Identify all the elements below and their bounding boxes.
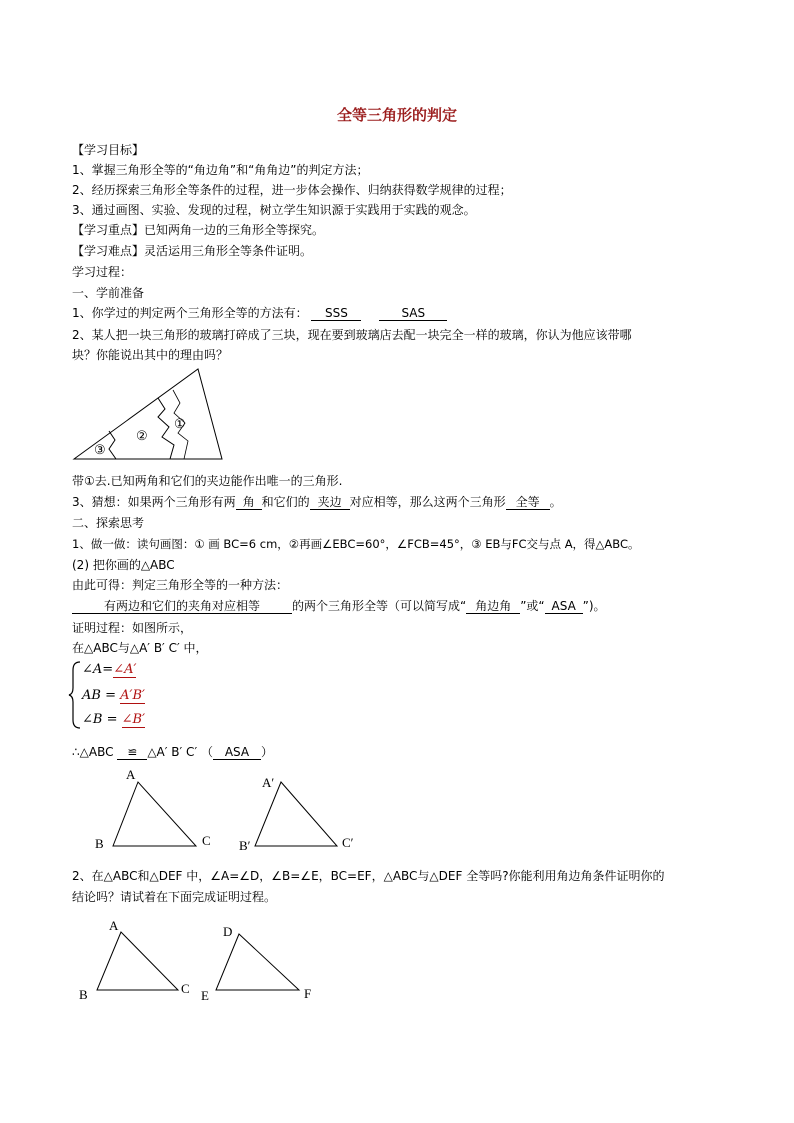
system-brace <box>68 660 82 730</box>
triangles-def-figure <box>75 912 325 1007</box>
proof-eq-3 <box>82 712 145 727</box>
key-point-text: 已知两角一边的三角形全等探究。 <box>144 223 325 237</box>
eq3-rhs: ∠B′ <box>121 712 146 727</box>
q3-blank-1: 角 <box>236 495 262 510</box>
piece-3-label: ③ <box>94 442 106 457</box>
part2-q2-line1: 2、在△ABC和△DEF 中，∠A=∠D，∠B=∠E，BC=EF，△ABC与△DEF 全等吗?你能利用角边角条件证明你的 <box>72 869 665 883</box>
proof-conclusion <box>72 744 273 760</box>
proof-in-triangles: 在△ABC与△A′ B′ C′ 中， <box>72 641 208 655</box>
q3-text-c: 对应相等，那么这两个三角形 <box>349 495 506 509</box>
label-A-prime: A′ <box>262 775 275 790</box>
eq2-lhs: AB = <box>82 688 116 703</box>
piece-1-label: ① <box>174 416 186 431</box>
method-blank: 有两边和它们的夹角对应相等 <box>72 599 292 614</box>
conclusion-text-c: ） <box>260 745 273 759</box>
triangles-abc-figure <box>90 765 370 860</box>
label-B: B <box>95 836 104 851</box>
goal-item-3: 3、通过画图、实验、发现的过程，树立学生知识源于实践用于实践的观念。 <box>72 203 476 217</box>
q3-blank-2: 夹边 <box>310 495 350 510</box>
broken-glass-figure <box>70 365 230 465</box>
q3-text-b: 和它们的 <box>261 495 310 509</box>
label-B: B <box>79 987 88 1002</box>
method-text-a: 的两个三角形全等（可以简写成“ <box>292 599 467 613</box>
part2-method <box>72 598 606 614</box>
part2-q2-line2: 结论吗？请试着在下面完成证明过程。 <box>72 890 277 904</box>
key-point <box>72 222 324 238</box>
conclusion-text-a: ∴△ABC <box>72 745 114 759</box>
difficulty-label: 【学习难点】 <box>72 244 145 258</box>
part1-q1 <box>72 305 447 321</box>
label-A: A <box>109 918 119 933</box>
difficulty-text: 灵活运用三角形全等条件证明。 <box>144 244 313 258</box>
part2-heading: 二、探索思考 <box>72 516 145 530</box>
eq1-rhs: ∠A′ <box>113 662 137 677</box>
goals-heading: 【学习目标】 <box>72 143 145 157</box>
method-abbr-1: 角边角 <box>466 599 520 614</box>
label-B-prime: B′ <box>239 838 251 853</box>
key-point-label: 【学习重点】 <box>72 223 145 237</box>
process-heading: 学习过程： <box>72 265 133 279</box>
label-C-prime: C′ <box>342 835 354 850</box>
conclusion-symbol: ≌ <box>117 745 147 760</box>
part2-derive: 由此可得：判定三角形全等的一种方法： <box>72 578 289 592</box>
q1-answer-1: SSS <box>311 306 361 321</box>
eq1-lhs: ∠A= <box>82 662 114 677</box>
part1-q2-line1: 2、某人把一块三角形的玻璃打碎成了三块，现在要到玻璃店去配一块完全一样的玻璃，你认为他应该带哪 <box>72 328 632 342</box>
method-text-b: ”或“ <box>520 599 545 613</box>
eq3-lhs: ∠B = <box>82 712 118 727</box>
page-title: 全等三角形的判定 <box>336 106 457 124</box>
q1-text: 1、你学过的判定两个三角形全等的方法有： <box>72 306 308 320</box>
part2-step2: (2) 把你画的△ABC <box>72 558 175 572</box>
proof-eq-1 <box>82 662 136 677</box>
conclusion-text-b: △A′ B′ C′ （ <box>147 745 213 759</box>
label-D: D <box>223 924 233 939</box>
q3-text-a: 3、猜想：如果两个三角形有两 <box>72 495 236 509</box>
label-C: C <box>181 981 190 996</box>
label-A: A <box>126 767 136 782</box>
goal-item-1: 1、掌握三角形全等的“角边角”和“角角边”的判定方法； <box>72 163 369 177</box>
goal-item-2: 2、经历探索三角形全等条件的过程，进一步体会操作、归纳获得数学规律的过程； <box>72 183 512 197</box>
label-E: E <box>201 988 209 1003</box>
method-text-c: ”)。 <box>582 599 606 613</box>
label-F: F <box>304 986 312 1001</box>
conclusion-reason: ASA <box>213 745 261 760</box>
q1-answer-2: SAS <box>379 306 447 321</box>
proof-intro: 证明过程：如图所示， <box>72 621 193 635</box>
part2-step1: 1、做一做：读句画图：① 画 BC=6 cm，②再画∠EBC=60°，∠FCB=45°，③ EB与FC交与点 A，得△ABC。 <box>72 537 640 551</box>
method-abbr-2: ASA <box>545 599 583 614</box>
eq2-rhs: A′B′ <box>120 688 145 703</box>
part1-heading: 一、学前准备 <box>72 286 145 300</box>
difficulty <box>72 243 312 259</box>
q3-blank-3: 全等 <box>506 495 550 510</box>
proof-eq-2 <box>82 688 145 703</box>
part1-q3 <box>72 494 562 510</box>
label-C: C <box>202 833 211 848</box>
part1-answer: 带①去.已知两角和它们的夹边能作出唯一的三角形. <box>72 474 343 488</box>
q3-text-d: 。 <box>549 495 562 509</box>
part1-q2-line2: 块？你能说出其中的理由吗？ <box>72 348 229 362</box>
piece-2-label: ② <box>136 428 148 443</box>
